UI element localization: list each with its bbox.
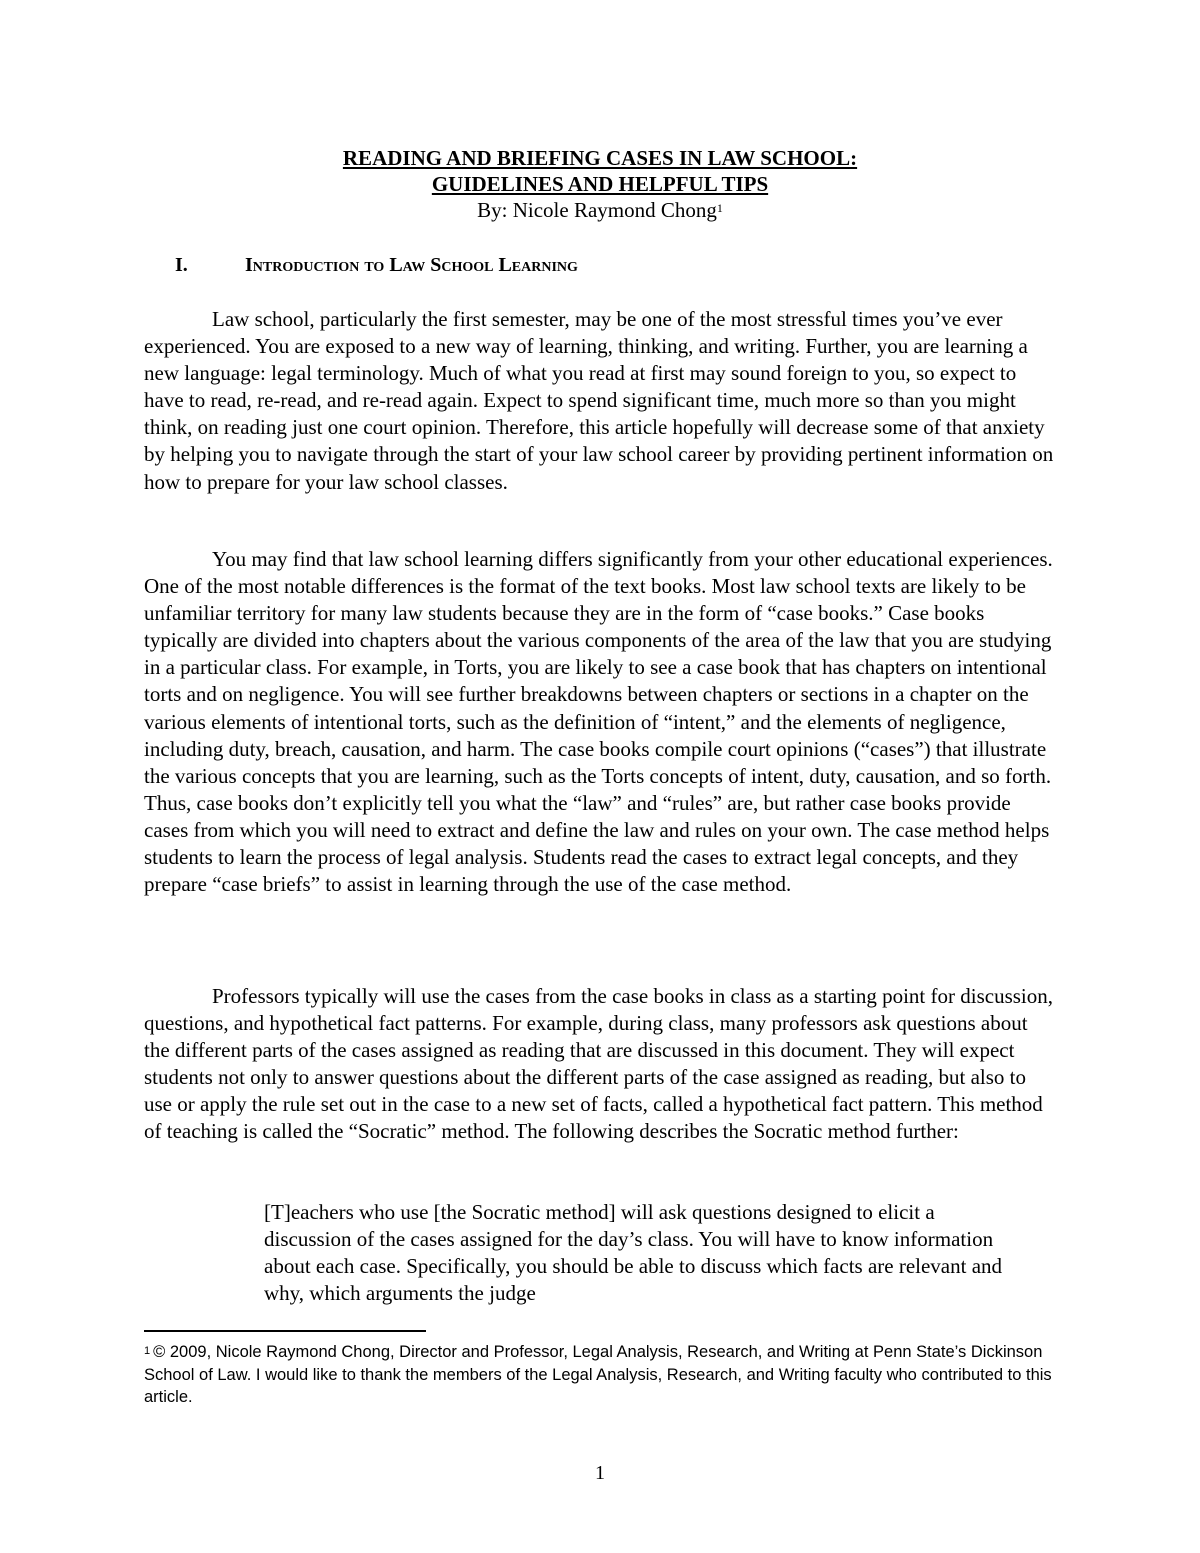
author-byline	[0, 197, 1200, 223]
footnote-separator	[144, 1330, 426, 1332]
body-paragraph-3: Professors typically will use the cases from the case books in class as a starting point for discussion, questions, and hypothetical fact patterns. For example, during class, many professors ask questions about the different parts of the cases assigned as reading that are discussed in this document. They will expect students not only to answer questions about the different parts of the case assigned as reading, but also to use or apply the rule set out in the case to a new set of facts, called a hypothetical fact pattern. This method of teaching is called the “Socratic” method. The following describes the Socratic method further:	[144, 984, 1054, 1144]
section-title: Introduction to Law School Learning	[245, 254, 578, 276]
document-title-line-1: READING AND BRIEFING CASES IN LAW SCHOOL:	[342, 146, 858, 170]
section-heading	[175, 252, 578, 278]
body-paragraph-2: You may find that law school learning differs significantly from your other educational experiences. One of the most notable differences is the format of the text books. Most law school texts are likely to be unfamiliar territory for many law students because they are in the form of “case books.” Case books typically are divided into chapters about the various components of the area of the law that you are studying in a particular class. For example, in Torts, you are likely to see a case book that has chapters on intentional torts and on negligence. You will see further breakdowns between chapters or sections in a chapter on the various elements of intentional torts, such as the definition of “intent,” and the elements of negligence, including duty, breach, causation, and harm. The case books compile court opinions (“cases”) that illustrate the various concepts that you are learning, such as the Torts concepts of intent, duty, causation, and so forth. Thus, case books don’t explicitly tell you what the “law” and “rules” are, but rather case books provide cases from which you will need to extract and define the law and rules on your own. The case method helps students to learn the process of legal analysis. Students read the cases to extract legal concepts, and they prepare “case briefs” to assist in learning through the use of the case method.	[144, 547, 1053, 897]
footnote-text: © 2009, Nicole Raymond Chong, Director and Professor, Legal Analysis, Research, and Writing at Penn State’s Dickinson School of Law. I would like to thank the members of the Legal Analysis, Research, and Writing faculty who contributed to this article.	[144, 1343, 1052, 1406]
block-quote: [T]eachers who use [the Socratic method] will ask questions designed to elicit a discussion of the cases assigned for the day’s class. You will have to know information about each case. Specifically, you should be able to discuss which facts are relevant and why, which arguments the judge	[264, 1200, 1003, 1306]
section-number: I.	[175, 254, 188, 276]
footnote	[144, 1341, 1054, 1409]
footnote-reference[interactable]: 1	[716, 201, 723, 215]
body-paragraph-1: Law school, particularly the first semester, may be one of the most stressful times you’ve ever experienced. You are exposed to a new way of learning, thinking, and writing. Further, you are learning a new language: legal terminology. Much of what you read at first may sound foreign to you, so expect to have to read, re-read, and re-read again. Expect to spend significant time, much more so than you might think, on reading just one court opinion. Therefore, this article hopefully will decrease some of that anxiety by helping you to navigate through the start of your law school career by providing pertinent information on how to prepare for your law school classes.	[144, 307, 1054, 494]
document-title-line-2: GUIDELINES AND HELPFUL TIPS	[431, 172, 769, 196]
author-byline-text: By: Nicole Raymond Chong	[477, 198, 717, 222]
footnote-mark: 1	[144, 1345, 151, 1357]
page-number: 1	[595, 1462, 605, 1484]
